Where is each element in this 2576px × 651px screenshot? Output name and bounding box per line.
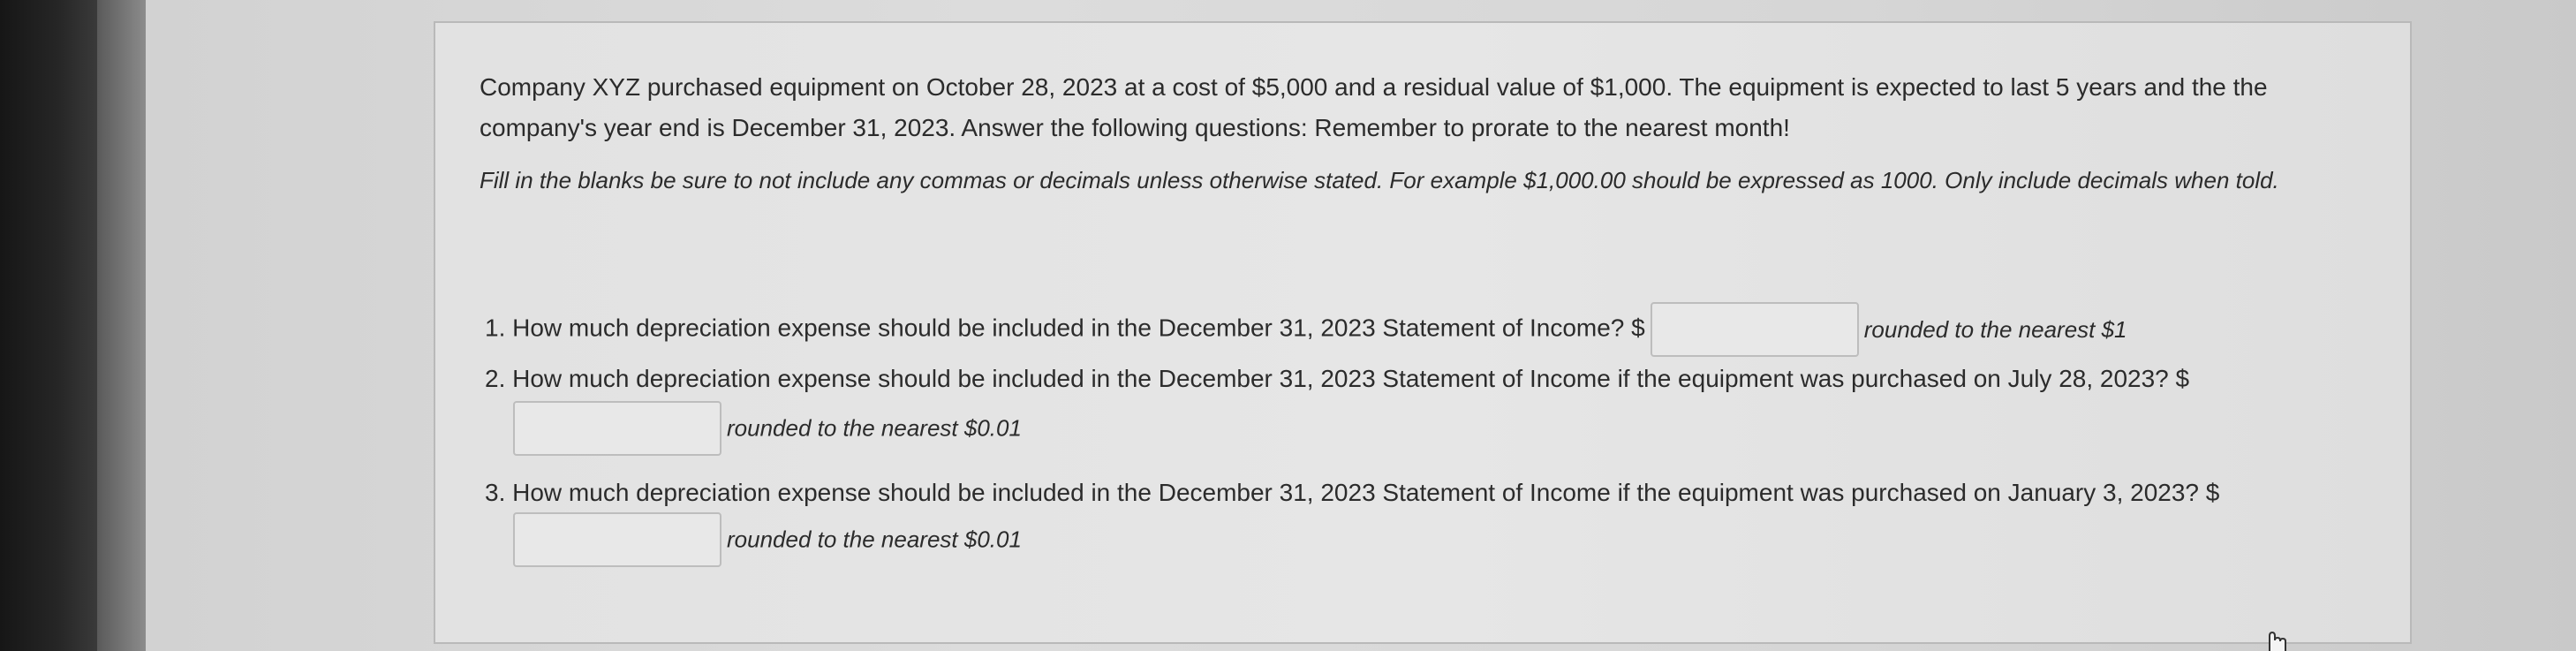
question-intro: Company XYZ purchased equipment on October 28, 2023 at a cost of $5,000 and a residual value of $1,000. The equipment is expected to last 5 years and the the company's year end is December 31, 2023. Answer the following questions: Remember to prorate to the nearest month! <box>480 73 2268 141</box>
question-2-answer-input[interactable] <box>513 401 721 456</box>
question-3-number: 3. <box>485 479 506 506</box>
question-2-currency: $ <box>2175 365 2190 392</box>
question-2 <box>485 361 2189 397</box>
question-2-rounding-hint: rounded to the nearest $0.01 <box>727 414 1022 442</box>
fill-in-instructions: Fill in the blanks be sure to not include any commas or decimals unless otherwise stated. For example $1,000.00 should be expressed as 1000. Only include decimals when told. <box>480 167 2279 193</box>
monitor-bezel <box>0 0 97 651</box>
question-3 <box>485 475 2219 511</box>
question-1-rounding-hint: rounded to the nearest $1 <box>1863 316 2127 343</box>
question-1-number: 1. <box>485 314 506 342</box>
question-3-rounding-hint: rounded to the nearest $0.01 <box>727 526 1022 553</box>
question-3-currency: $ <box>2205 479 2220 506</box>
browser-viewport <box>146 0 2576 651</box>
hand-pointer-icon <box>2261 629 2291 651</box>
question-3-answer-input[interactable] <box>513 512 721 567</box>
question-1-answer-input[interactable] <box>1651 302 1859 357</box>
question-3-text: How much depreciation expense should be included in the December 31, 2023 Statement of Income if the equipment was purchased on January 3, 2023? <box>512 479 2200 506</box>
question-3-answer-row <box>513 512 1022 567</box>
question-1 <box>485 302 2127 357</box>
question-1-text: How much depreciation expense should be included in the December 31, 2023 Statement of Income? <box>512 314 1625 342</box>
question-2-text: How much depreciation expense should be included in the December 31, 2023 Statement of Income if the equipment was purchased on July 28, 2023? <box>512 365 2169 392</box>
question-1-currency: $ <box>1631 314 1645 342</box>
question-panel <box>434 21 2412 644</box>
monitor-edge <box>97 0 146 651</box>
question-2-answer-row <box>513 401 1022 456</box>
question-2-number: 2. <box>485 365 506 392</box>
